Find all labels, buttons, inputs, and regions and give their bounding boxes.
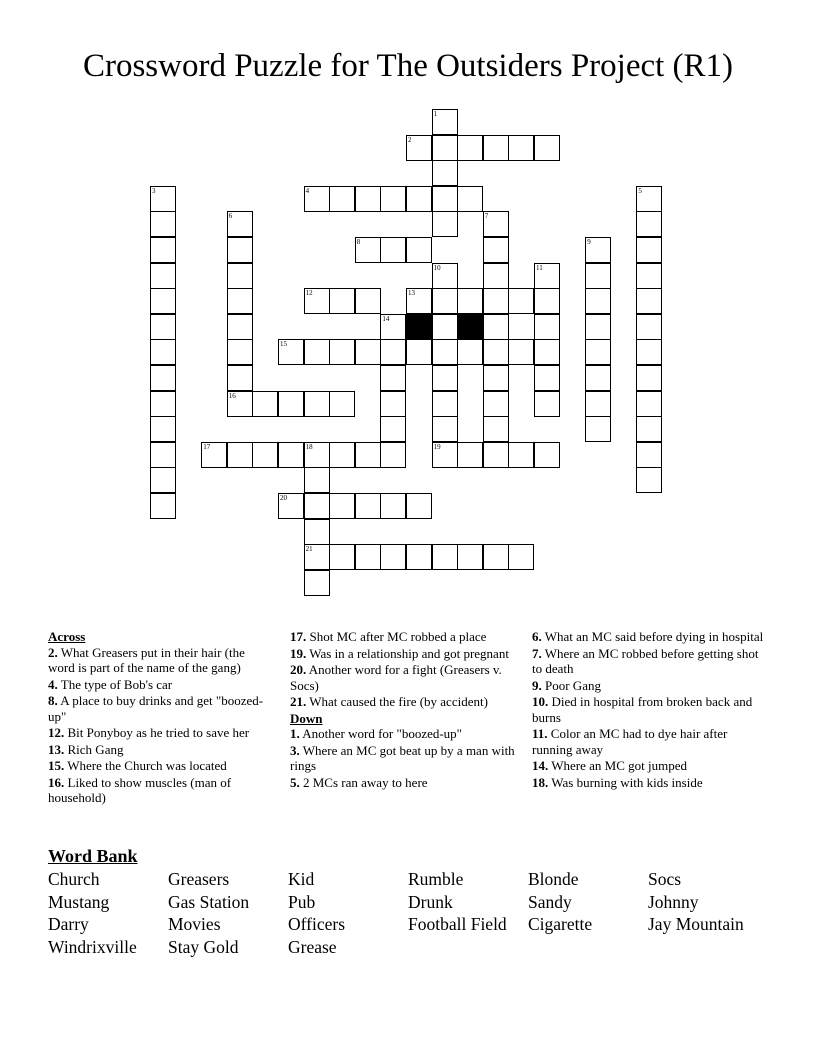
clue — [290, 694, 518, 710]
grid-cell[interactable] — [329, 493, 355, 519]
grid-cell[interactable] — [150, 237, 176, 263]
clue — [290, 629, 518, 645]
grid-cell[interactable] — [304, 339, 330, 365]
grid-cell[interactable] — [636, 263, 662, 289]
grid-cell[interactable] — [432, 416, 458, 442]
grid-cell[interactable] — [432, 339, 458, 365]
grid-cell[interactable] — [150, 186, 176, 212]
word-bank-heading: Word Bank — [48, 846, 138, 866]
grid-cell[interactable] — [227, 339, 253, 365]
clue-number: 20. — [290, 662, 307, 677]
word-bank-item: Johnny — [648, 891, 699, 912]
grid-cell[interactable] — [150, 288, 176, 314]
clue-number: 5. — [290, 774, 300, 790]
word-bank-item: Church — [48, 869, 100, 889]
grid-cell[interactable] — [457, 339, 483, 365]
grid-cell[interactable] — [380, 314, 406, 340]
clue — [290, 775, 518, 791]
clue-text: Rich Gang — [64, 741, 124, 757]
grid-cell[interactable] — [432, 135, 458, 161]
clue-number: 8 — [356, 238, 361, 246]
grid-cell[interactable] — [585, 339, 611, 365]
grid-cell[interactable] — [355, 186, 381, 212]
grid-cell[interactable] — [406, 288, 432, 314]
clue-number: 19. — [290, 645, 307, 661]
grid-cell[interactable] — [483, 288, 509, 314]
grid-cell[interactable] — [380, 186, 406, 212]
grid-cell[interactable] — [355, 237, 381, 263]
clues-column-2 — [290, 629, 518, 791]
clue-text: Another word for "boozed-up" — [299, 726, 462, 741]
grid-cell[interactable] — [329, 391, 355, 417]
grid-cell[interactable] — [483, 263, 509, 289]
grid-cell[interactable] — [227, 288, 253, 314]
clue-text: Color an MC had to dye hair after running away — [532, 726, 728, 757]
grid-cell[interactable] — [406, 544, 432, 570]
grid-cell[interactable] — [329, 442, 355, 468]
grid-cell[interactable] — [636, 211, 662, 237]
grid-cell[interactable] — [432, 391, 458, 417]
grid-cell[interactable] — [406, 339, 432, 365]
grid-cell[interactable] — [432, 211, 458, 237]
clue-text: Liked to show muscles (man of household) — [48, 774, 232, 805]
grid-cell[interactable] — [636, 467, 662, 493]
clue — [290, 743, 518, 774]
clue-number: 3 — [152, 186, 156, 195]
clue-number: 1 — [433, 110, 438, 118]
grid-cell[interactable] — [227, 211, 253, 237]
page-title: Crossword Puzzle for The Outsiders Project (R1) — [82, 48, 734, 84]
clue-text: The type of Bob's car — [57, 676, 173, 692]
grid-cell[interactable] — [534, 339, 560, 365]
clue-number: 18. — [532, 774, 549, 790]
grid-cell[interactable] — [329, 186, 355, 212]
word-bank-item: Rumble — [408, 869, 464, 889]
grid-cell[interactable] — [534, 391, 560, 417]
clue-number: 13 — [408, 289, 415, 298]
grid-cell[interactable] — [227, 365, 253, 391]
grid-cell[interactable] — [483, 544, 509, 570]
grid-cell[interactable] — [457, 442, 483, 468]
grid-cell[interactable] — [585, 416, 611, 442]
clue-number: 13. — [48, 741, 65, 757]
grid-cell[interactable] — [278, 442, 304, 468]
clue-number: 11 — [536, 263, 543, 272]
clue — [48, 693, 273, 724]
grid-cell[interactable] — [636, 442, 662, 468]
grid-cell[interactable] — [150, 493, 176, 519]
grid-cell[interactable] — [150, 365, 176, 391]
grid-cell[interactable] — [432, 109, 458, 135]
grid-cell[interactable] — [355, 544, 381, 570]
grid-cell[interactable] — [585, 288, 611, 314]
grid-cell[interactable] — [329, 544, 355, 570]
clue-number: 17 — [203, 442, 211, 451]
clue-text: Another word for a fight (Greasers v. Socs) — [290, 662, 502, 693]
clue-number: 9. — [532, 677, 542, 693]
grid-cell[interactable] — [636, 288, 662, 314]
grid-cell[interactable] — [201, 442, 227, 468]
grid-cell[interactable] — [150, 442, 176, 468]
grid-cell[interactable] — [636, 314, 662, 340]
grid-cell[interactable] — [432, 544, 458, 570]
grid-cell[interactable] — [585, 263, 611, 289]
clue — [290, 646, 518, 662]
grid-cell[interactable] — [483, 135, 509, 161]
grid-cell[interactable] — [534, 263, 560, 289]
clue-number: 17. — [290, 629, 307, 644]
word-bank-item: Drunk — [408, 891, 453, 912]
grid-cell[interactable] — [380, 339, 406, 365]
clue-text: Where an MC got beat up by a man with rings — [290, 742, 515, 773]
grid-cell[interactable] — [304, 186, 330, 212]
clue-number: 21 — [305, 545, 313, 554]
down-heading: Down — [290, 710, 323, 726]
grid-cell[interactable] — [150, 339, 176, 365]
across-heading: Across — [48, 629, 86, 644]
grid-cell[interactable] — [432, 288, 458, 314]
word-bank-item: Windrixville — [48, 937, 137, 958]
word-bank-item: Darry — [48, 914, 89, 935]
clue-text: What Greasers put in their hair (the word is part of the name of the gang) — [48, 644, 245, 675]
grid-cell[interactable] — [304, 288, 330, 314]
grid-cell[interactable] — [534, 288, 560, 314]
grid-cell[interactable] — [534, 135, 560, 161]
grid-cell[interactable] — [150, 314, 176, 340]
clue-number: 10 — [433, 263, 441, 272]
clue-number: 15. — [48, 758, 65, 773]
clue — [48, 725, 273, 741]
grid-cell[interactable] — [483, 314, 509, 340]
grid-cell[interactable] — [329, 288, 355, 314]
grid-cell[interactable] — [278, 339, 304, 365]
clue — [532, 646, 767, 677]
grid-cell[interactable] — [355, 288, 381, 314]
clue — [532, 775, 767, 791]
grid-cell[interactable] — [534, 314, 560, 340]
grid-cell[interactable] — [278, 391, 304, 417]
grid-cell[interactable] — [355, 493, 381, 519]
clue-number: 4 — [305, 186, 310, 195]
clue-number: 21. — [290, 694, 307, 709]
grid-cell[interactable] — [457, 186, 483, 212]
black-square — [406, 314, 432, 340]
grid-cell[interactable] — [304, 519, 330, 545]
clue-number: 19 — [433, 442, 441, 451]
clue — [532, 726, 767, 757]
grid-cell[interactable] — [457, 544, 483, 570]
clue — [532, 758, 767, 774]
grid-cell[interactable] — [508, 442, 534, 468]
grid-cell[interactable] — [432, 365, 458, 391]
word-bank-item: Football Field — [408, 914, 507, 935]
clue-number: 2 — [408, 135, 412, 144]
word-bank-item: Mustang — [48, 891, 110, 912]
grid-cell[interactable] — [534, 442, 560, 468]
grid-cell[interactable] — [304, 467, 330, 493]
clue — [290, 662, 518, 693]
grid-cell[interactable] — [636, 416, 662, 442]
clue-number: 9 — [587, 238, 591, 246]
grid-cell[interactable] — [304, 544, 330, 570]
clue-number: 7 — [484, 212, 489, 221]
grid-cell[interactable] — [508, 288, 534, 314]
word-bank — [48, 868, 778, 959]
clue — [290, 726, 518, 742]
grid-cell[interactable] — [432, 160, 458, 186]
grid-cell[interactable] — [585, 237, 611, 263]
clue-number: 15 — [280, 340, 287, 349]
word-bank-item: Socs — [648, 869, 682, 889]
grid-cell[interactable] — [304, 391, 330, 417]
grid-cell[interactable] — [150, 211, 176, 237]
clue-text: Where the Church was located — [64, 758, 227, 773]
grid-cell[interactable] — [432, 314, 458, 340]
clue-number: 6 — [228, 212, 233, 221]
grid-cell[interactable] — [534, 365, 560, 391]
clue-number: 6. — [532, 629, 542, 644]
clue-number: 14 — [382, 314, 390, 323]
grid-cell[interactable] — [227, 314, 253, 340]
grid-cell[interactable] — [508, 544, 534, 570]
clue-number: 16 — [228, 391, 236, 400]
grid-cell[interactable] — [636, 186, 662, 212]
grid-cell[interactable] — [585, 314, 611, 340]
grid-cell[interactable] — [150, 416, 176, 442]
grid-cell[interactable] — [380, 237, 406, 263]
grid-cell[interactable] — [278, 493, 304, 519]
grid-cell[interactable] — [252, 391, 278, 417]
clues-column-1 — [48, 629, 273, 807]
grid-cell[interactable] — [483, 365, 509, 391]
clue-number: 5 — [638, 186, 642, 195]
grid-cell[interactable] — [483, 442, 509, 468]
clue-text: What caused the fire (by accident) — [306, 694, 488, 709]
clue — [532, 678, 767, 694]
grid-cell[interactable] — [380, 391, 406, 417]
word-bank-item: Gas Station — [168, 891, 250, 912]
clue-number: 3. — [290, 742, 300, 758]
clue-text: Where an MC got jumped — [548, 758, 688, 773]
clue — [532, 629, 767, 645]
grid-cell[interactable] — [457, 288, 483, 314]
grid-cell[interactable] — [483, 391, 509, 417]
grid-cell[interactable] — [150, 391, 176, 417]
grid-cell[interactable] — [150, 467, 176, 493]
clue — [532, 694, 767, 725]
word-bank-item: Stay Gold — [168, 937, 239, 958]
clue-text: Where an MC robbed before getting shot to death — [532, 645, 759, 676]
grid-cell[interactable] — [380, 365, 406, 391]
grid-cell[interactable] — [227, 442, 253, 468]
grid-cell[interactable] — [252, 442, 278, 468]
grid-cell[interactable] — [457, 135, 483, 161]
grid-cell[interactable] — [406, 135, 432, 161]
grid-cell[interactable] — [227, 391, 253, 417]
clue-text: Died in hospital from broken back and burns — [532, 694, 753, 725]
clue — [48, 775, 273, 806]
grid-cell[interactable] — [508, 339, 534, 365]
word-bank-item: Kid — [288, 869, 315, 889]
grid-cell[interactable] — [406, 186, 432, 212]
grid-cell[interactable] — [432, 263, 458, 289]
clue — [48, 758, 273, 774]
grid-cell[interactable] — [636, 391, 662, 417]
clues-column-3 — [532, 629, 767, 791]
clue-text: Was in a relationship and got pregnant — [306, 645, 509, 661]
word-bank-item: Cigarette — [528, 914, 593, 935]
clue — [48, 677, 273, 693]
grid-cell[interactable] — [508, 135, 534, 161]
clue-text: A place to buy drinks and get "boozed-up" — [48, 693, 264, 724]
grid-cell[interactable] — [380, 442, 406, 468]
grid-cell[interactable] — [636, 339, 662, 365]
clue — [48, 645, 273, 676]
black-square — [457, 314, 483, 340]
clue-number: 18 — [305, 442, 313, 451]
grid-cell[interactable] — [355, 339, 381, 365]
grid-cell[interactable] — [380, 544, 406, 570]
grid-cell[interactable] — [329, 339, 355, 365]
word-bank-item: Blonde — [528, 869, 579, 889]
clue-number: 7. — [532, 645, 542, 661]
clue-number: 4. — [48, 676, 58, 692]
clue-text: 2 MCs ran away to here — [299, 774, 428, 790]
grid-cell[interactable] — [406, 237, 432, 263]
clue-number: 10. — [532, 694, 549, 709]
clue-number: 1. — [290, 726, 300, 741]
grid-cell[interactable] — [304, 493, 330, 519]
clue-text: Was burning with kids inside — [548, 774, 703, 790]
word-bank-item: Officers — [288, 914, 346, 935]
grid-cell[interactable] — [227, 237, 253, 263]
clue-text: Shot MC after MC robbed a place — [306, 629, 487, 644]
grid-cell[interactable] — [304, 442, 330, 468]
clue-text: Poor Gang — [541, 677, 601, 693]
clue-text: Bit Ponyboy as he tried to save her — [64, 725, 250, 740]
clue-number: 8. — [48, 693, 58, 708]
grid-cell[interactable] — [380, 493, 406, 519]
grid-cell[interactable] — [406, 493, 432, 519]
grid-cell[interactable] — [483, 416, 509, 442]
clue-number: 2. — [48, 644, 58, 660]
grid-cell[interactable] — [585, 365, 611, 391]
grid-cell[interactable] — [636, 365, 662, 391]
word-bank-item: Greasers — [168, 869, 230, 889]
grid-cell[interactable] — [432, 186, 458, 212]
grid-cell[interactable] — [483, 339, 509, 365]
clue-number: 12. — [48, 725, 65, 740]
grid-cell[interactable] — [355, 442, 381, 468]
word-bank-item: Pub — [288, 891, 316, 912]
grid-cell[interactable] — [483, 211, 509, 237]
word-bank-item: Sandy — [528, 891, 572, 912]
grid-cell[interactable] — [483, 237, 509, 263]
grid-cell[interactable] — [636, 237, 662, 263]
clue — [48, 742, 273, 758]
clue-number: 14. — [532, 758, 549, 773]
clue-text: What an MC said before dying in hospital — [541, 629, 764, 644]
clue-number: 16. — [48, 774, 65, 790]
word-bank-item: Jay Mountain — [648, 914, 744, 935]
word-bank-item: Movies — [168, 914, 221, 935]
clue-number: 20 — [280, 494, 287, 502]
grid-cell[interactable] — [585, 391, 611, 417]
grid-cell[interactable] — [150, 263, 176, 289]
clue-number: 11. — [532, 726, 548, 741]
word-bank-item: Grease — [288, 937, 337, 958]
grid-cell[interactable] — [432, 442, 458, 468]
grid-cell[interactable] — [304, 570, 330, 596]
grid-cell[interactable] — [227, 263, 253, 289]
clue-number: 12 — [305, 289, 313, 298]
grid-cell[interactable] — [380, 416, 406, 442]
